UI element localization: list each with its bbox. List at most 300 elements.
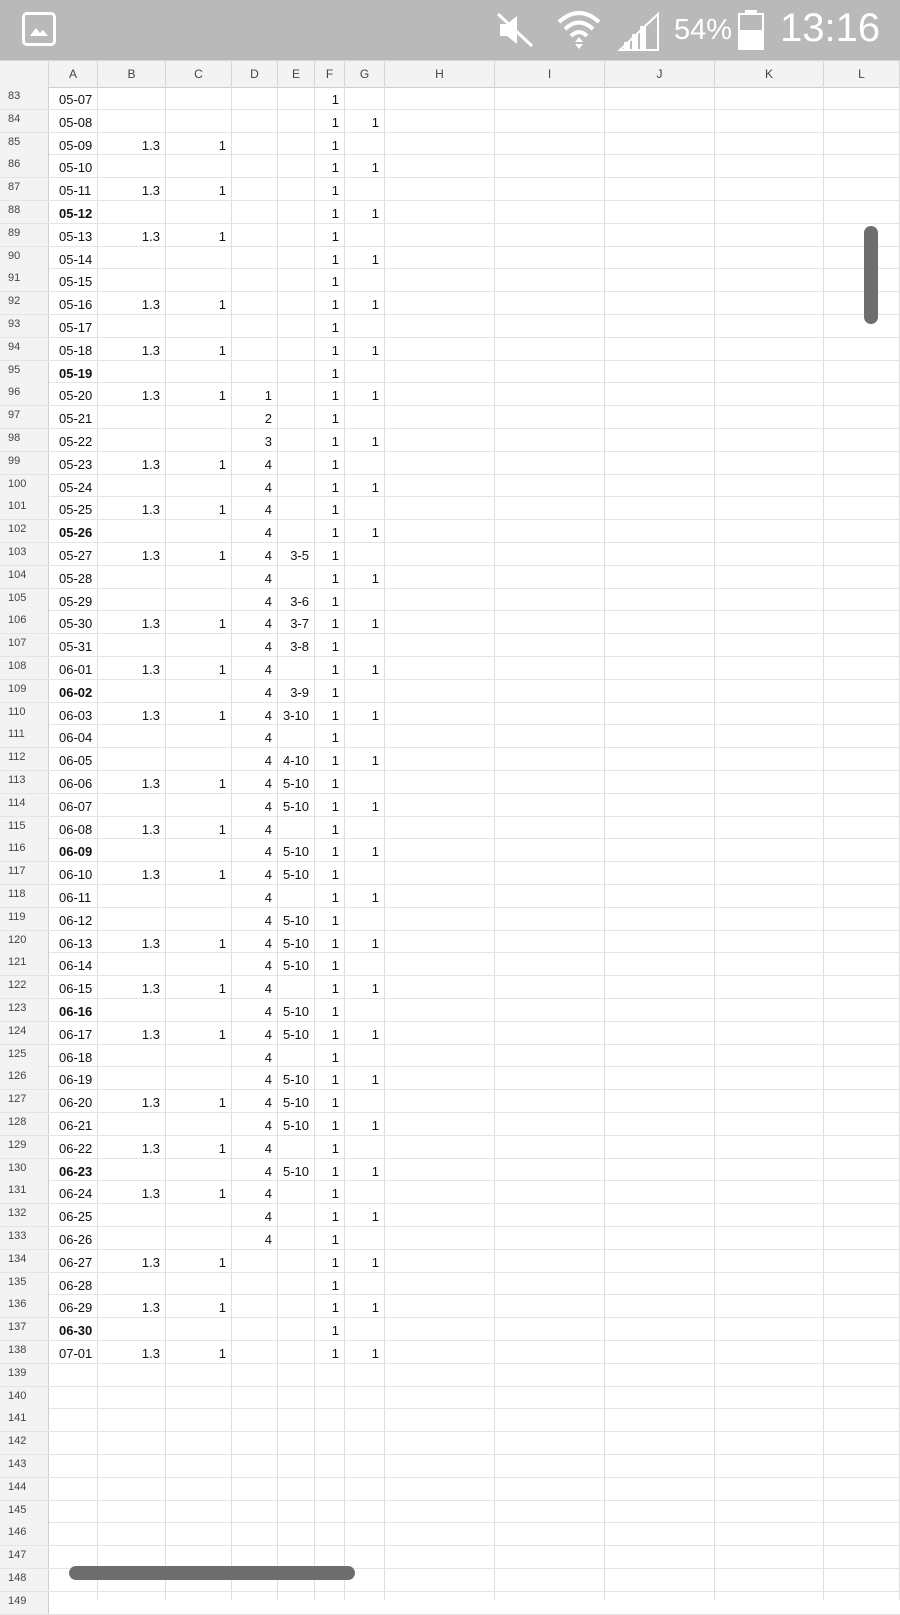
cell-c[interactable] xyxy=(166,1501,232,1523)
row-number[interactable]: 92 xyxy=(0,292,49,314)
cell-e[interactable] xyxy=(278,110,315,132)
row-number[interactable]: 102 xyxy=(0,520,49,542)
cell-a[interactable]: 05-24 xyxy=(59,479,93,495)
cell-g[interactable] xyxy=(345,361,385,383)
cell-c[interactable] xyxy=(166,680,232,702)
cell-f[interactable]: 1 xyxy=(331,1026,339,1042)
cell-d[interactable]: 2 xyxy=(264,411,272,427)
cell-b[interactable] xyxy=(98,201,166,223)
cell-g[interactable]: 1 xyxy=(371,297,379,313)
cell-b[interactable]: 1.3 xyxy=(141,821,160,837)
cell-g[interactable] xyxy=(345,589,385,611)
cell-d[interactable] xyxy=(232,1546,278,1568)
cell-b[interactable] xyxy=(98,680,166,702)
cell-b[interactable]: 1.3 xyxy=(141,616,160,632)
cell-a[interactable]: 05-28 xyxy=(59,570,93,586)
row-number[interactable]: 114 xyxy=(0,794,49,816)
row-number[interactable]: 91 xyxy=(0,269,49,291)
cell-e[interactable] xyxy=(278,383,315,405)
cell-a[interactable] xyxy=(49,1592,98,1614)
cell-a[interactable]: 06-06 xyxy=(59,776,93,791)
cell-d[interactable] xyxy=(232,1432,278,1454)
cell-c[interactable]: 1 xyxy=(218,776,226,791)
cell-a[interactable]: 06-08 xyxy=(59,821,93,837)
cell-d[interactable]: 4 xyxy=(264,570,272,586)
cell-a[interactable]: 06-16 xyxy=(59,1004,93,1019)
row-number[interactable]: 95 xyxy=(0,361,49,383)
cell-g[interactable]: 1 xyxy=(371,479,379,495)
cell-b[interactable] xyxy=(98,839,166,861)
cell-a[interactable]: 06-05 xyxy=(59,753,93,769)
cell-g[interactable] xyxy=(345,178,385,200)
cell-c[interactable]: 1 xyxy=(218,1186,226,1202)
cell-e[interactable] xyxy=(278,657,315,679)
cell-c[interactable] xyxy=(166,247,232,269)
cell-b[interactable]: 1.3 xyxy=(141,1346,160,1361)
cell-a[interactable]: 06-07 xyxy=(59,798,93,814)
cell-g[interactable] xyxy=(345,224,385,246)
cell-c[interactable] xyxy=(166,1592,232,1614)
cell-e[interactable] xyxy=(278,429,315,451)
cell-c[interactable]: 1 xyxy=(218,548,226,563)
cell-b[interactable] xyxy=(98,794,166,816)
cell-b[interactable]: 1.3 xyxy=(141,867,160,883)
cell-g[interactable] xyxy=(345,725,385,747)
cell-e[interactable] xyxy=(278,292,315,314)
cell-f[interactable]: 1 xyxy=(331,707,339,723)
row-number[interactable]: 132 xyxy=(0,1204,49,1226)
cell-b[interactable]: 1.3 xyxy=(141,297,160,313)
cell-e[interactable]: 3-10 xyxy=(282,707,309,723)
cell-b[interactable] xyxy=(98,110,166,132)
cell-c[interactable] xyxy=(166,634,232,656)
column-header-a[interactable]: A xyxy=(49,61,98,87)
cell-e[interactable]: 5-10 xyxy=(282,1004,309,1019)
cell-e[interactable] xyxy=(278,885,315,907)
cell-a[interactable] xyxy=(49,1523,98,1545)
cell-a[interactable]: 06-26 xyxy=(59,1232,93,1247)
cell-d[interactable] xyxy=(232,1592,278,1614)
cell-e[interactable] xyxy=(278,725,315,747)
cell-g[interactable] xyxy=(345,1409,385,1431)
cell-g[interactable] xyxy=(345,771,385,793)
cell-f[interactable] xyxy=(315,1592,345,1614)
cell-a[interactable]: 05-09 xyxy=(59,137,93,153)
row-number[interactable]: 144 xyxy=(0,1478,49,1500)
cell-a[interactable]: 06-25 xyxy=(59,1209,93,1225)
column-header-i[interactable]: I xyxy=(495,61,605,87)
cell-a[interactable] xyxy=(49,1387,98,1409)
row-number[interactable]: 94 xyxy=(0,338,49,360)
cell-d[interactable]: 4 xyxy=(264,1095,272,1111)
cell-d[interactable]: 4 xyxy=(264,1209,272,1225)
row-number[interactable]: 117 xyxy=(0,862,49,884)
cell-g[interactable] xyxy=(345,1501,385,1523)
cell-c[interactable] xyxy=(166,566,232,588)
cell-d[interactable]: 4 xyxy=(264,684,272,700)
cell-d[interactable] xyxy=(232,155,278,177)
cell-a[interactable]: 05-08 xyxy=(59,114,93,130)
cell-b[interactable] xyxy=(98,1546,166,1568)
cell-f[interactable]: 1 xyxy=(331,365,339,381)
cell-g[interactable] xyxy=(345,1181,385,1203)
cell-a[interactable]: 05-31 xyxy=(59,639,93,655)
cell-a[interactable]: 06-14 xyxy=(59,958,93,974)
cell-c[interactable] xyxy=(166,794,232,816)
cell-c[interactable] xyxy=(166,1067,232,1089)
cell-g[interactable] xyxy=(345,497,385,519)
cell-a[interactable]: 06-01 xyxy=(59,662,93,677)
row-number[interactable]: 146 xyxy=(0,1523,49,1545)
cell-a[interactable]: 06-12 xyxy=(59,912,93,928)
column-header-h[interactable]: H xyxy=(385,61,495,87)
cell-c[interactable] xyxy=(166,885,232,907)
cell-f[interactable]: 1 xyxy=(331,821,339,837)
cell-e[interactable] xyxy=(278,520,315,542)
cell-f[interactable]: 1 xyxy=(331,137,339,153)
cell-c[interactable] xyxy=(166,475,232,497)
cell-a[interactable] xyxy=(49,1501,98,1523)
row-number[interactable]: 89 xyxy=(0,224,49,246)
cell-d[interactable]: 4 xyxy=(264,639,272,655)
cell-g[interactable]: 1 xyxy=(371,798,379,814)
cell-g[interactable]: 1 xyxy=(371,114,379,130)
row-number[interactable]: 130 xyxy=(0,1159,49,1181)
cell-d[interactable] xyxy=(232,201,278,223)
cell-d[interactable]: 4 xyxy=(264,798,272,814)
cell-g[interactable]: 1 xyxy=(371,525,379,541)
cell-g[interactable] xyxy=(345,1136,385,1158)
row-number[interactable]: 131 xyxy=(0,1181,49,1203)
cell-c[interactable]: 1 xyxy=(218,388,226,404)
cell-e[interactable]: 5-10 xyxy=(282,912,309,928)
cell-d[interactable] xyxy=(232,338,278,360)
row-number[interactable]: 124 xyxy=(0,1022,49,1044)
cell-g[interactable]: 1 xyxy=(371,570,379,586)
cell-e[interactable] xyxy=(278,976,315,998)
cell-b[interactable]: 1.3 xyxy=(141,502,160,518)
cell-c[interactable] xyxy=(166,361,232,383)
cell-g[interactable] xyxy=(345,1090,385,1112)
cell-f[interactable]: 1 xyxy=(331,616,339,632)
cell-f[interactable]: 1 xyxy=(331,753,339,769)
cell-b[interactable]: 1.3 xyxy=(141,1140,160,1156)
cell-a[interactable]: 06-09 xyxy=(59,844,93,860)
cell-b[interactable]: 1.3 xyxy=(141,1026,160,1042)
cell-g[interactable] xyxy=(345,908,385,930)
cell-d[interactable]: 4 xyxy=(264,958,272,974)
cell-e[interactable]: 5-10 xyxy=(282,1072,309,1088)
row-number[interactable]: 108 xyxy=(0,657,49,679)
cell-c[interactable]: 1 xyxy=(218,707,226,723)
cell-b[interactable]: 1.3 xyxy=(141,228,160,244)
cell-e[interactable] xyxy=(278,361,315,383)
cell-b[interactable] xyxy=(98,1409,166,1431)
cell-f[interactable]: 1 xyxy=(331,958,339,974)
cell-a[interactable]: 06-04 xyxy=(59,730,93,746)
cell-f[interactable] xyxy=(315,1409,345,1431)
cell-b[interactable] xyxy=(98,885,166,907)
cell-f[interactable]: 1 xyxy=(331,92,339,107)
cell-f[interactable]: 1 xyxy=(331,1254,339,1270)
row-number[interactable]: 87 xyxy=(0,178,49,200)
row-number[interactable]: 100 xyxy=(0,475,49,497)
cell-g[interactable] xyxy=(345,1318,385,1340)
cell-d[interactable] xyxy=(232,269,278,291)
cell-g[interactable]: 1 xyxy=(371,1300,379,1316)
column-header-b[interactable]: B xyxy=(98,61,166,87)
cell-c[interactable] xyxy=(166,269,232,291)
cell-c[interactable] xyxy=(166,155,232,177)
cell-e[interactable] xyxy=(278,133,315,155)
cell-b[interactable] xyxy=(98,247,166,269)
cell-a[interactable]: 05-21 xyxy=(59,411,93,427)
cell-f[interactable] xyxy=(315,1432,345,1454)
cell-f[interactable]: 1 xyxy=(331,548,339,563)
cell-e[interactable]: 3-9 xyxy=(290,684,309,700)
cell-d[interactable]: 4 xyxy=(264,1072,272,1088)
cell-c[interactable]: 1 xyxy=(218,1140,226,1156)
row-number[interactable]: 135 xyxy=(0,1273,49,1295)
cell-d[interactable] xyxy=(232,224,278,246)
cell-f[interactable]: 1 xyxy=(331,912,339,928)
cell-f[interactable]: 1 xyxy=(331,251,339,267)
row-number[interactable]: 121 xyxy=(0,953,49,975)
cell-a[interactable]: 07-01 xyxy=(59,1346,93,1361)
cell-e[interactable]: 5-10 xyxy=(282,867,309,883)
cell-e[interactable] xyxy=(278,315,315,337)
row-number[interactable]: 85 xyxy=(0,133,49,155)
cell-d[interactable] xyxy=(232,87,278,109)
cell-e[interactable] xyxy=(278,1136,315,1158)
cell-a[interactable] xyxy=(49,1409,98,1431)
cell-a[interactable] xyxy=(49,1478,98,1500)
cell-g[interactable]: 1 xyxy=(371,935,379,951)
cell-e[interactable] xyxy=(278,247,315,269)
cell-d[interactable] xyxy=(232,361,278,383)
cell-d[interactable] xyxy=(232,247,278,269)
cell-e[interactable] xyxy=(278,87,315,109)
cell-c[interactable] xyxy=(166,748,232,770)
cell-b[interactable]: 1.3 xyxy=(141,776,160,791)
cell-f[interactable]: 1 xyxy=(331,1049,339,1065)
cell-c[interactable] xyxy=(166,87,232,109)
cell-d[interactable]: 4 xyxy=(264,1118,272,1133)
vertical-scrollbar[interactable] xyxy=(864,226,878,324)
cell-d[interactable]: 4 xyxy=(264,479,272,495)
cell-f[interactable]: 1 xyxy=(331,456,339,472)
cell-e[interactable] xyxy=(278,1318,315,1340)
cell-d[interactable]: 4 xyxy=(264,867,272,883)
cell-e[interactable] xyxy=(278,1387,315,1409)
cell-c[interactable]: 1 xyxy=(218,228,226,244)
cell-a[interactable]: 05-11 xyxy=(59,183,92,199)
row-number[interactable]: 120 xyxy=(0,931,49,953)
cell-f[interactable]: 1 xyxy=(331,1346,339,1361)
cell-c[interactable] xyxy=(166,1432,232,1454)
cell-d[interactable] xyxy=(232,110,278,132)
cell-g[interactable]: 1 xyxy=(371,1026,379,1042)
cell-e[interactable] xyxy=(278,1432,315,1454)
row-number[interactable]: 104 xyxy=(0,566,49,588)
row-number[interactable]: 98 xyxy=(0,429,49,451)
cell-e[interactable] xyxy=(278,475,315,497)
cell-b[interactable]: 1.3 xyxy=(141,707,160,723)
cell-g[interactable] xyxy=(345,953,385,975)
cell-c[interactable]: 1 xyxy=(218,981,226,997)
cell-f[interactable]: 1 xyxy=(331,1209,339,1225)
column-header-k[interactable]: K xyxy=(715,61,824,87)
cell-a[interactable]: 05-20 xyxy=(59,388,93,404)
cell-f[interactable] xyxy=(315,1501,345,1523)
cell-e[interactable] xyxy=(278,1501,315,1523)
cell-g[interactable]: 1 xyxy=(371,844,379,860)
row-number[interactable]: 143 xyxy=(0,1455,49,1477)
cell-a[interactable]: 06-02 xyxy=(59,684,93,700)
cell-f[interactable]: 1 xyxy=(331,639,339,655)
cell-f[interactable] xyxy=(315,1478,345,1500)
cell-c[interactable]: 1 xyxy=(218,662,226,677)
cell-b[interactable] xyxy=(98,589,166,611)
row-number[interactable]: 113 xyxy=(0,771,49,793)
cell-f[interactable]: 1 xyxy=(331,935,339,951)
cell-d[interactable]: 4 xyxy=(264,981,272,997)
cell-f[interactable]: 1 xyxy=(331,662,339,677)
cell-c[interactable] xyxy=(166,406,232,428)
cell-d[interactable] xyxy=(232,315,278,337)
row-number[interactable]: 122 xyxy=(0,976,49,998)
row-number[interactable]: 137 xyxy=(0,1318,49,1340)
row-number[interactable]: 107 xyxy=(0,634,49,656)
cell-c[interactable] xyxy=(166,1364,232,1386)
cell-e[interactable] xyxy=(278,1455,315,1477)
row-number[interactable]: 109 xyxy=(0,680,49,702)
cell-d[interactable]: 4 xyxy=(264,662,272,677)
cell-a[interactable]: 06-19 xyxy=(59,1072,93,1088)
cell-c[interactable] xyxy=(166,429,232,451)
cell-e[interactable] xyxy=(278,178,315,200)
cell-f[interactable] xyxy=(315,1455,345,1477)
row-number[interactable]: 111 xyxy=(0,725,49,747)
cell-e[interactable] xyxy=(278,1478,315,1500)
cell-f[interactable]: 1 xyxy=(331,1300,339,1316)
cell-f[interactable]: 1 xyxy=(331,981,339,997)
cell-b[interactable] xyxy=(98,406,166,428)
cell-b[interactable] xyxy=(98,566,166,588)
row-number[interactable]: 96 xyxy=(0,383,49,405)
cell-c[interactable]: 1 xyxy=(218,456,226,472)
cell-f[interactable]: 1 xyxy=(331,206,339,221)
cell-d[interactable] xyxy=(232,1387,278,1409)
cell-c[interactable] xyxy=(166,1204,232,1226)
cell-c[interactable] xyxy=(166,1227,232,1249)
cell-f[interactable]: 1 xyxy=(331,1232,339,1247)
row-number[interactable]: 84 xyxy=(0,110,49,132)
horizontal-scrollbar[interactable] xyxy=(69,1566,355,1580)
cell-g[interactable]: 1 xyxy=(371,160,379,176)
cell-f[interactable]: 1 xyxy=(331,114,339,130)
cell-e[interactable]: 5-10 xyxy=(282,1026,309,1042)
cell-e[interactable] xyxy=(278,1523,315,1545)
cell-c[interactable] xyxy=(166,1045,232,1067)
cell-e[interactable] xyxy=(278,1592,315,1614)
cell-f[interactable] xyxy=(315,1387,345,1409)
cell-a[interactable]: 05-18 xyxy=(59,342,93,358)
cell-b[interactable]: 1.3 xyxy=(141,981,160,997)
cell-f[interactable]: 1 xyxy=(331,684,339,700)
cell-e[interactable]: 5-10 xyxy=(282,1163,309,1179)
cell-b[interactable]: 1.3 xyxy=(141,1186,160,1202)
row-number[interactable]: 127 xyxy=(0,1090,49,1112)
cell-c[interactable]: 1 xyxy=(218,1095,226,1111)
cell-d[interactable]: 4 xyxy=(264,548,272,563)
row-number[interactable]: 90 xyxy=(0,247,49,269)
cell-g[interactable] xyxy=(345,1592,385,1614)
cell-f[interactable]: 1 xyxy=(331,1277,339,1293)
cell-e[interactable] xyxy=(278,1250,315,1272)
row-number[interactable]: 119 xyxy=(0,908,49,930)
cell-f[interactable]: 1 xyxy=(331,867,339,883)
cell-g[interactable]: 1 xyxy=(371,1072,379,1088)
cell-c[interactable] xyxy=(166,1546,232,1568)
cell-e[interactable] xyxy=(278,1295,315,1317)
cell-f[interactable]: 1 xyxy=(331,1095,339,1111)
cell-d[interactable]: 4 xyxy=(264,707,272,723)
cell-g[interactable]: 1 xyxy=(371,753,379,769)
row-number[interactable]: 134 xyxy=(0,1250,49,1272)
cell-e[interactable] xyxy=(278,1204,315,1226)
cell-c[interactable] xyxy=(166,725,232,747)
cell-a[interactable]: 05-12 xyxy=(59,206,93,221)
cell-a[interactable] xyxy=(49,1546,98,1568)
cell-e[interactable]: 3-8 xyxy=(290,639,309,655)
cell-f[interactable]: 1 xyxy=(331,1186,339,1202)
row-number[interactable]: 86 xyxy=(0,155,49,177)
cell-g[interactable] xyxy=(345,1387,385,1409)
cell-b[interactable]: 1.3 xyxy=(141,662,160,677)
cell-e[interactable] xyxy=(278,817,315,839)
cell-d[interactable] xyxy=(232,1409,278,1431)
cell-d[interactable] xyxy=(232,133,278,155)
cell-c[interactable]: 1 xyxy=(218,1346,226,1361)
row-number[interactable]: 139 xyxy=(0,1364,49,1386)
cell-a[interactable]: 06-28 xyxy=(59,1277,93,1293)
cell-e[interactable] xyxy=(278,1273,315,1295)
cell-g[interactable]: 1 xyxy=(371,707,379,723)
cell-f[interactable]: 1 xyxy=(331,570,339,586)
cell-e[interactable]: 3-7 xyxy=(290,616,309,632)
cell-d[interactable]: 4 xyxy=(264,1186,272,1202)
cell-b[interactable] xyxy=(98,725,166,747)
column-header-e[interactable]: E xyxy=(278,61,315,87)
cell-a[interactable]: 06-18 xyxy=(59,1049,93,1065)
cell-g[interactable]: 1 xyxy=(371,1209,379,1225)
row-number[interactable]: 105 xyxy=(0,589,49,611)
cell-f[interactable]: 1 xyxy=(331,1004,339,1019)
cell-f[interactable]: 1 xyxy=(331,1140,339,1156)
cell-g[interactable] xyxy=(345,1273,385,1295)
cell-g[interactable] xyxy=(345,1432,385,1454)
cell-c[interactable] xyxy=(166,1318,232,1340)
cell-d[interactable] xyxy=(232,1523,278,1545)
cell-c[interactable] xyxy=(166,201,232,223)
cell-d[interactable]: 4 xyxy=(264,776,272,791)
cell-f[interactable]: 1 xyxy=(331,411,339,427)
cell-c[interactable] xyxy=(166,1273,232,1295)
cell-d[interactable]: 4 xyxy=(264,935,272,951)
cell-a[interactable]: 06-10 xyxy=(59,867,93,883)
cell-b[interactable] xyxy=(98,1523,166,1545)
